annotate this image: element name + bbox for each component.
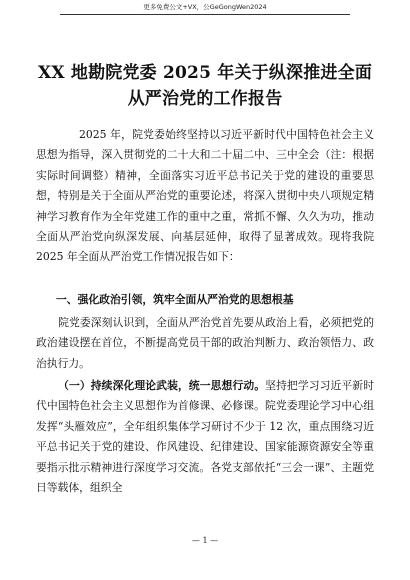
- subsection-1-heading: （一）持续深化理论武装，统一思想行动。: [58, 379, 266, 392]
- section-1-paragraph-text: 院党委深刻认识到，全面从严治党首先要从政治上看，必须把党的政治建设摆在首位，不断提高党员干部的政治判断力、政治领悟力、政治执行力。: [36, 316, 374, 370]
- page-number: — 1 —: [191, 536, 219, 545]
- intro-paragraph-text: 2025 年，院党委始终坚持以习近平新时代中国特色社会主义思想为指导，深入贯彻党的二十大和二十届二中、三中全会（注：根据实际时间调整）精神，全面落实习近平总书记关于党的建设的重要思想，特别是关于全面从严治党的重要论述，将深入贯彻中央八项规定精神学习教育作为全年党建工作的重中之重，常抓不懈、久久为功，推动全面从严治党向纵深发展、向基层延伸，取得了显著成效。现将我院 2025 年全面从严治党工作情况报告如下：: [36, 128, 374, 264]
- section-1-paragraph: [36, 313, 374, 374]
- title-line-1: XX 地勘院党委 2025 年关于纵深推进全面: [37, 63, 373, 83]
- page-header: 更多免费公文+VX，公GeGongWen2024: [143, 3, 267, 11]
- subsection-1-paragraph-text: 坚持把学习习近平新时代中国特色社会主义思想作为首修课、必修课。院党委理论学习中心组发挥“头雁效应”，全年组织集体学习研讨不少于 12 次，重点围绕习近平总书记关于党的建设、作风建设、纪律建设、国家能源资源安全等重要指示批示精神进行深度学习交流。各党支部依托“三会一课”、主题党日等载体，组织全: [36, 379, 375, 495]
- title-line-2: 从严治党的工作报告: [127, 89, 283, 109]
- document-title: [0, 60, 410, 112]
- intro-paragraph: [36, 125, 374, 268]
- section-heading-1: 一、强化政治引领，筑牢全面从严治党的思想根基: [56, 293, 294, 306]
- header-divider: [60, 14, 350, 15]
- subsection-1-paragraph: [36, 376, 374, 498]
